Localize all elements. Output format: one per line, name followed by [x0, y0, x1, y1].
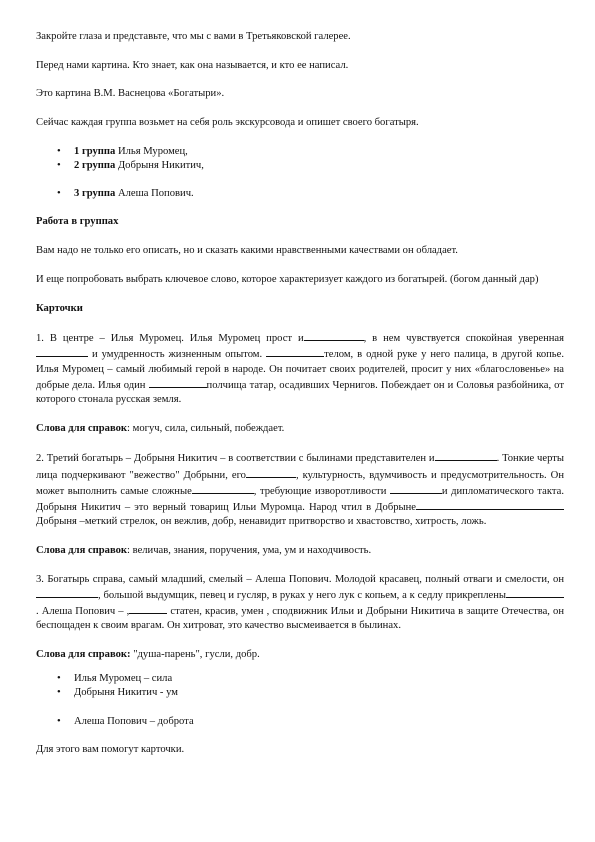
card-text: 2. Третий богатырь – Добрыня Никитич – в соответствии с былинами представителен и: [36, 453, 435, 465]
card-3-help: [36, 648, 564, 662]
intro-paragraph-1: Закройте глаза и представьте, что мы с вами в Третьяковской галерее.: [36, 31, 351, 42]
card-2: [36, 450, 564, 529]
card-text: , культурность, вдумчивость и предусмотрительность. Он может выполнить самые сложные: [36, 469, 564, 497]
group-label: 2 группа: [74, 160, 116, 172]
card-1: [36, 330, 564, 407]
card-text: . Алеша Попович – ,: [36, 606, 130, 618]
group-label: 3 группа: [74, 188, 116, 200]
card-text: , требующие изворотливости: [253, 485, 390, 497]
blank-line: [266, 346, 324, 357]
intro-paragraph-4: Сейчас каждая группа возьмет на себя роль экскурсовода и опишет своего богатыря.: [36, 117, 419, 129]
answer-item-1: • Илья Муромец – сила: [36, 672, 564, 686]
intro-paragraph-2: Перед нами картина. Кто знает, как она называется, и кто ее написал.: [36, 59, 349, 71]
work-heading-text: Работа в группах: [36, 216, 119, 228]
cards-heading: [36, 302, 564, 316]
intro-paragraph-3: Это картина В.М. Васнецова «Богатыри».: [36, 88, 225, 100]
blank-line: [36, 587, 98, 598]
document-page: [36, 30, 564, 772]
cards-heading-text: Карточки: [36, 302, 83, 314]
group-text: Илья Муромец,: [115, 145, 188, 157]
card-text: 3. Богатырь справа, самый младший, смелый – Алеша Попович. Молодой красавец, полный отваги и смелости, он: [36, 573, 564, 585]
work-heading: [36, 215, 564, 229]
group-item-2: [36, 159, 564, 173]
answer-list: [36, 672, 564, 729]
blank-line: [129, 603, 167, 614]
blank-line: [36, 346, 88, 357]
work-paragraph-2: И еще попробовать выбрать ключевое слово, которое характеризует каждого из богатырей. (богом данный дар): [36, 273, 539, 285]
group-item-1: [36, 145, 564, 159]
group-text: Алеша Попович.: [115, 188, 194, 200]
card-text: , большой выдумщик, певец и гусляр, в руках у него лук с копьем, а к седлу прикреплены: [98, 589, 506, 601]
help-text: "душа-парень", гусли, добр.: [130, 648, 260, 660]
card-text: . Тонкие черты лица подчеркивают "вежество" Добрыни, его: [36, 453, 564, 481]
card-text: , в нем чувствуется спокойная уверенная: [363, 333, 564, 345]
blank-line: [435, 450, 497, 461]
card-text: статен, красив, умен , сподвижник Ильи и Добрыни Никитича в защите Отечества, он беспощаден к своим врагам. Он хитроват, это качество высмеивается в былинах.: [36, 606, 564, 632]
card-3: [36, 573, 564, 634]
card-text: телом, в одной руке у него палица, в другой копье. Илья Муромец – самый любимый герой в народе. Он почитает своих родителей, просит у них «благословенье» на добрые дела. Илья один: [36, 349, 564, 391]
group-label: 1 группа: [74, 145, 116, 157]
group-item-3: [36, 187, 564, 201]
card-text: Добрыня –меткий стрелок, он вежлив, добр, ненавидит притворство и хвастовство, хитрость, ложь.: [36, 516, 487, 528]
card-2-help: [36, 544, 564, 558]
blank-line: [192, 483, 254, 494]
help-text: : величав, знания, поручения, ума, ум и находчивость.: [127, 544, 372, 556]
answer-item-3: • Алеша Попович – доброта: [36, 715, 564, 729]
blank-line: [149, 377, 207, 388]
help-label: Слова для справок: [36, 544, 128, 556]
card-text: и дипломатического такта. Добрыня Никитич – это верный товарищ Ильи Муромца. Народ чтил в Добрыне: [36, 485, 564, 514]
blank-line: [246, 467, 296, 478]
card-text: 1. В центре – Илья Муромец. Илья Муромец прост и: [36, 333, 304, 345]
answer-item-2: • Добрыня Никитич - ум: [36, 686, 564, 700]
blank-line: [506, 587, 564, 598]
card-text: и умудренность жизненным опытом.: [88, 349, 267, 361]
blank-line: [416, 499, 564, 510]
card-text: полчища татар, осадивших Чернигов. Побеждает он и Соловья разбойника, от которого стонала русская земля.: [36, 379, 564, 406]
blank-line: [304, 330, 364, 341]
closing-paragraph: Для этого вам помогут карточки.: [36, 743, 185, 755]
card-1-help: [36, 422, 564, 436]
help-label: Слова для справок:: [36, 648, 131, 660]
work-paragraph-1: Вам надо не только его описать, но и сказать какими нравственными качествами он обладает.: [36, 245, 458, 257]
help-text: : могуч, сила, сильный, побеждает.: [127, 422, 285, 434]
help-label: Слова для справок: [36, 422, 128, 434]
group-text: Добрыня Никитич,: [115, 160, 204, 172]
blank-line: [390, 483, 442, 494]
group-list: [36, 145, 564, 202]
